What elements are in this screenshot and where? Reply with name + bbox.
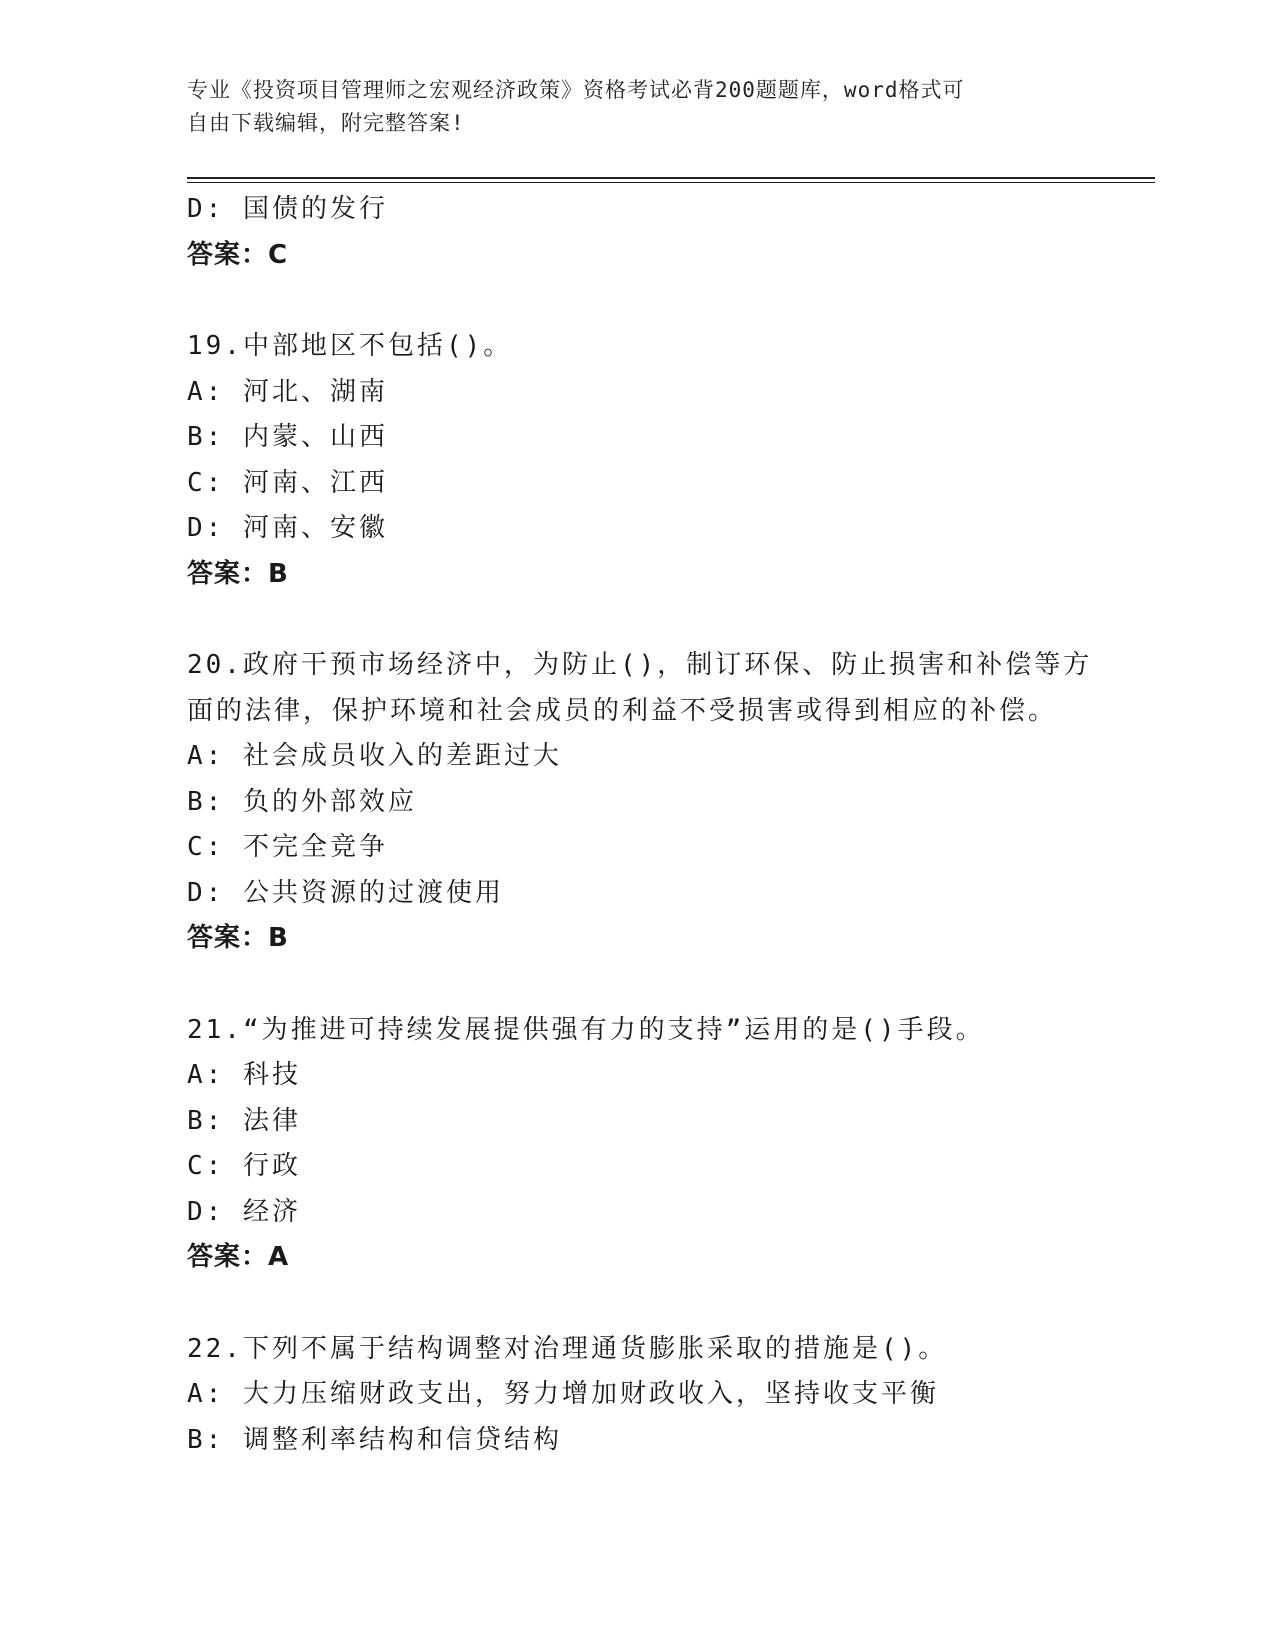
option-d: D: 国债的发行	[187, 194, 388, 224]
answer-line: 答案：A	[187, 1242, 290, 1272]
question-19	[187, 324, 1147, 597]
option-d: D: 河南、安徽	[187, 513, 388, 543]
option-a: A: 社会成员收入的差距过大	[187, 741, 562, 771]
option-c: C: 行政	[187, 1151, 301, 1181]
option-a: A: 科技	[187, 1060, 301, 1090]
document-header	[187, 74, 1087, 140]
question-stem: 21.“为推进可持续发展提供强有力的支持”运用的是()手段。	[187, 1014, 985, 1045]
option-a: A: 河北、湖南	[187, 376, 388, 407]
option-b: B: 内蒙、山西	[187, 422, 388, 452]
option-d: D: 公共资源的过渡使用	[187, 877, 504, 908]
answer-line: 答案：B	[187, 558, 289, 589]
option-b: B: 负的外部效应	[187, 786, 417, 817]
option-d: D: 经济	[187, 1196, 301, 1227]
spacer	[187, 278, 1147, 324]
spacer	[187, 597, 1147, 643]
option-c: C: 不完全竞争	[187, 832, 388, 862]
option-b: B: 调整利率结构和信贷结构	[187, 1424, 562, 1455]
spacer	[187, 1281, 1147, 1327]
option-c: C: 河南、江西	[187, 467, 388, 498]
header-line-1: 专业《投资项目管理师之宏观经济政策》资格考试必背200题题库，word格式可	[187, 78, 965, 102]
option-b: B: 法律	[187, 1105, 301, 1136]
header-line-2: 自由下载编辑，附完整答案!	[187, 111, 465, 135]
question-21	[187, 1008, 1147, 1281]
document-body	[187, 187, 1147, 1463]
answer-line: 答案：C	[187, 239, 289, 270]
question-stem-line-2: 面的法律，保护环境和社会成员的利益不受损害或得到相应的补偿。	[187, 695, 1058, 726]
option-a: A: 大力压缩财政支出，努力增加财政收入，坚持收支平衡	[187, 1379, 939, 1409]
answer-line: 答案：B	[187, 923, 289, 953]
question-22	[187, 1327, 1147, 1464]
question-stem-line-1: 20.政府干预市场经济中，为防止()，制订环保、防止损害和补偿等方	[187, 650, 1093, 680]
header-rule-thick	[187, 177, 1155, 179]
question-stem: 22.下列不属于结构调整对治理通货膨胀采取的措施是()。	[187, 1333, 948, 1364]
spacer	[187, 962, 1147, 1008]
header-rule-thin	[187, 182, 1155, 183]
question-20	[187, 643, 1147, 962]
question-stem: 19.中部地区不包括()。	[187, 331, 513, 361]
